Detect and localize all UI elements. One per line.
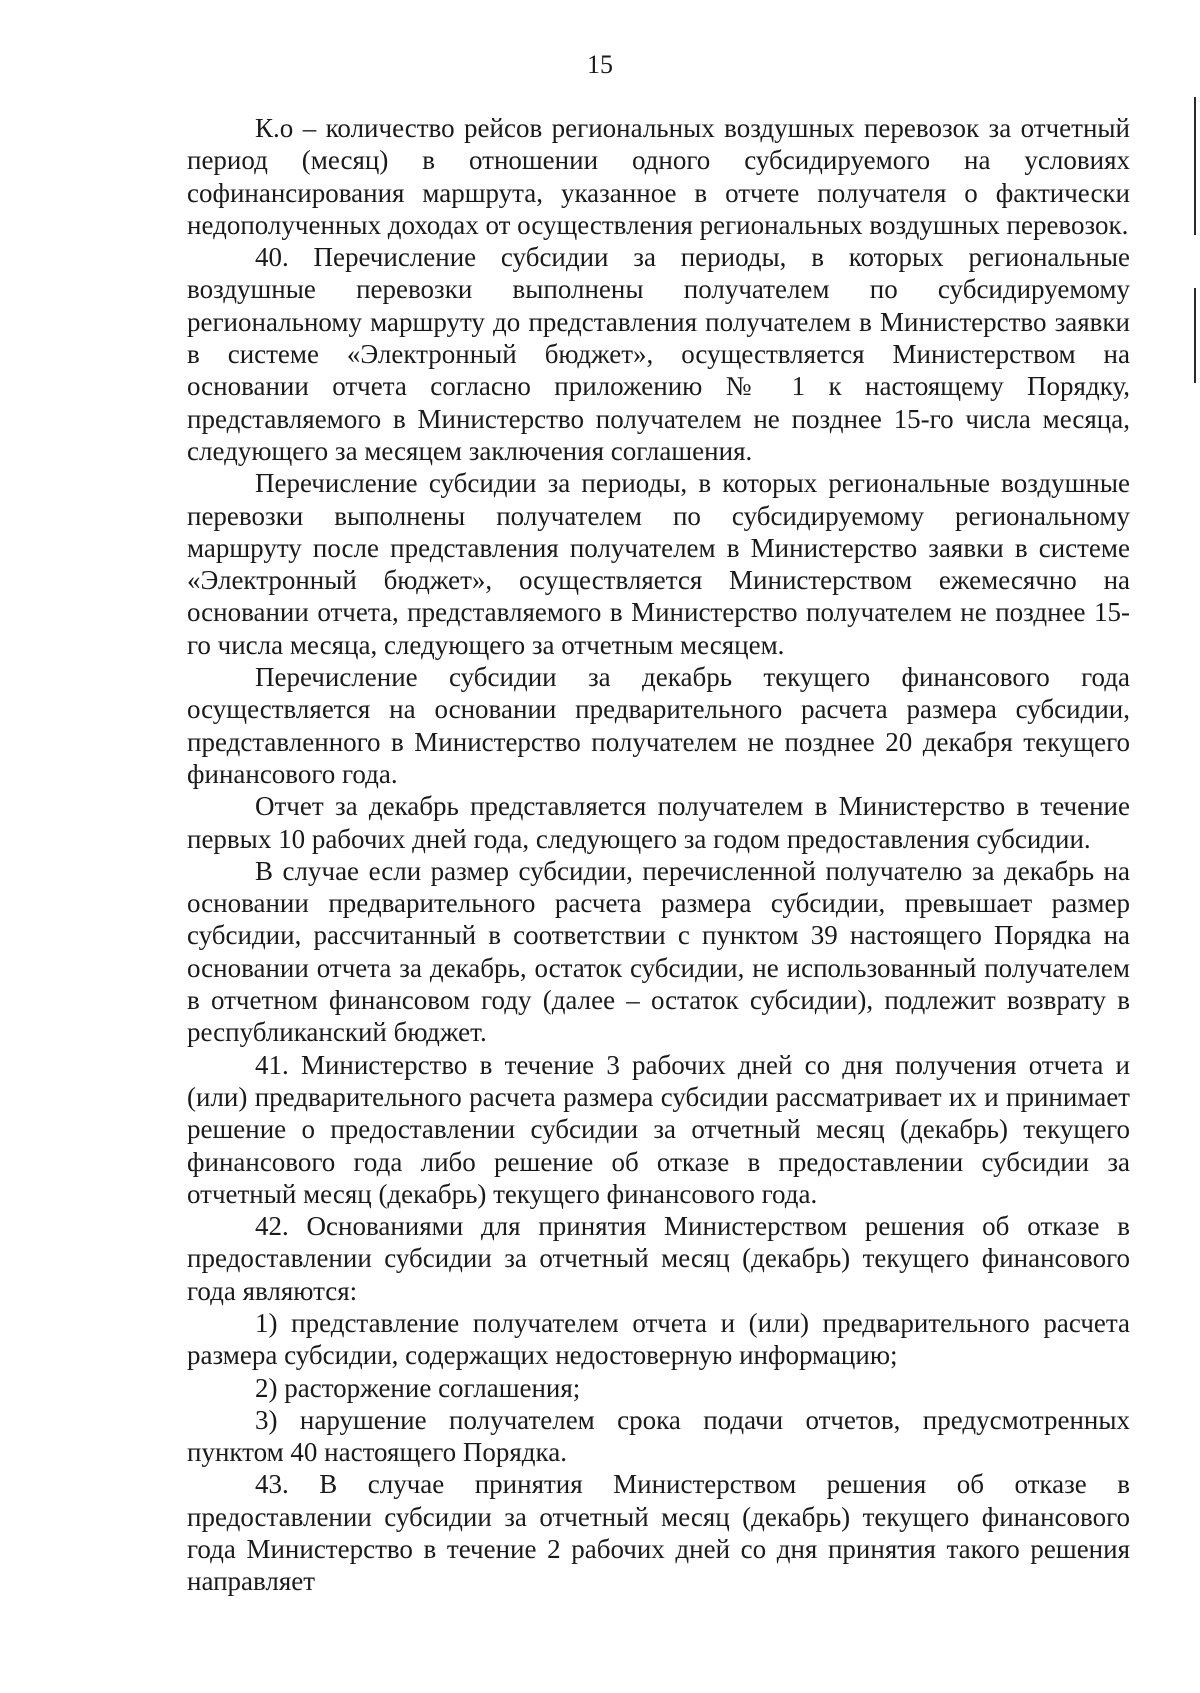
scan-edge-mark bbox=[1194, 97, 1196, 235]
paragraph-clause-40-refund: В случае если размер субсидии, перечисленной получателю за декабрь на основании предварительного расчета размера субсидии, превышает размер субсидии, рассчитанный в соответствии с пунктом 39 настоящего Порядка на основании отчета за декабрь, остаток субсидии, не использованный получателем в отчетном финансовом году (далее – остаток субсидии), подлежит возврату в республиканский бюджет. bbox=[187, 855, 1130, 1048]
paragraph-clause-40-monthly: Перечисление субсидии за периоды, в которых региональные воздушные перевозки выполнены получателем по субсидируемому региональному маршруту после представления получателем в Министерство заявки в системе «Электронный бюджет», осуществляется Министерством ежемесячно на основании отчета, представляемого в Министерство получателем не позднее 15-го числа месяца, следующего за отчетным месяцем. bbox=[187, 468, 1130, 660]
paragraph-clause-42-item-3: 3) нарушение получателем срока подачи отчетов, предусмотренных пунктом 40 настоящего Порядка. bbox=[187, 1404, 1130, 1468]
paragraph-clause-42-item-1: 1) представление получателем отчета и (или) предварительного расчета размера субсидии, содержащих недостоверную информацию; bbox=[187, 1307, 1130, 1371]
paragraph-clause-40-december-report: Отчет за декабрь представляется получателем в Министерство в течение первых 10 рабочих дней года, следующего за годом предоставления субсидии. bbox=[187, 791, 1130, 854]
paragraph-clause-40-december: Перечисление субсидии за декабрь текущего финансового года осуществляется на основании предварительного расчета размера субсидии, представленного в Министерство получателем не позднее 20 декабря текущего финансового года. bbox=[187, 662, 1130, 789]
paragraph-clause-43: 43. В случае принятия Министерством решения об отказе в предоставлении субсидии за отчетный месяц (декабрь) текущего финансового года Министерство в течение 2 рабочих дней со дня принятия такого решения направляет bbox=[187, 1469, 1130, 1597]
paragraph-clause-41: 41. Министерство в течение 3 рабочих дней со дня получения отчета и (или) предварительного расчета размера субсидии рассматривает их и принимает решение о предоставлении субсидии за отчетный месяц (декабрь) текущего финансового года либо решение об отказе в предоставлении субсидии за отчетный месяц (декабрь) текущего финансового года. bbox=[187, 1049, 1130, 1209]
paragraph-clause-42: 42. Основаниями для принятия Министерством решения об отказе в предоставлении субсидии за отчетный месяц (декабрь) текущего финансового года являются: bbox=[187, 1211, 1130, 1306]
document-body bbox=[187, 112, 1130, 1598]
page-number: 15 bbox=[587, 50, 613, 79]
scan-edge-mark bbox=[1194, 288, 1196, 383]
paragraph-clause-40: 40. Перечисление субсидии за периоды, в которых региональные воздушные перевозки выполнены получателем по субсидируемому региональному маршруту до представления получателем в Министерство заявки в системе «Электронный бюджет», осуществляется Министерством на основании отчета согласно приложению № 1 к настоящему Порядку, представляемого в Министерство получателем не позднее 15-го числа месяца, следующего за месяцем заключения соглашения. bbox=[187, 242, 1130, 466]
paragraph-clause-42-item-2: 2) расторжение соглашения; bbox=[255, 1372, 581, 1403]
paragraph-ko-definition: К.о – количество рейсов региональных воздушных перевозок за отчетный период (месяц) в отношении одного субсидируемого на условиях софинансирования маршрута, указанное в отчете получателя о фактически недополученных доходах от осуществления региональных воздушных перевозок. bbox=[187, 113, 1130, 240]
